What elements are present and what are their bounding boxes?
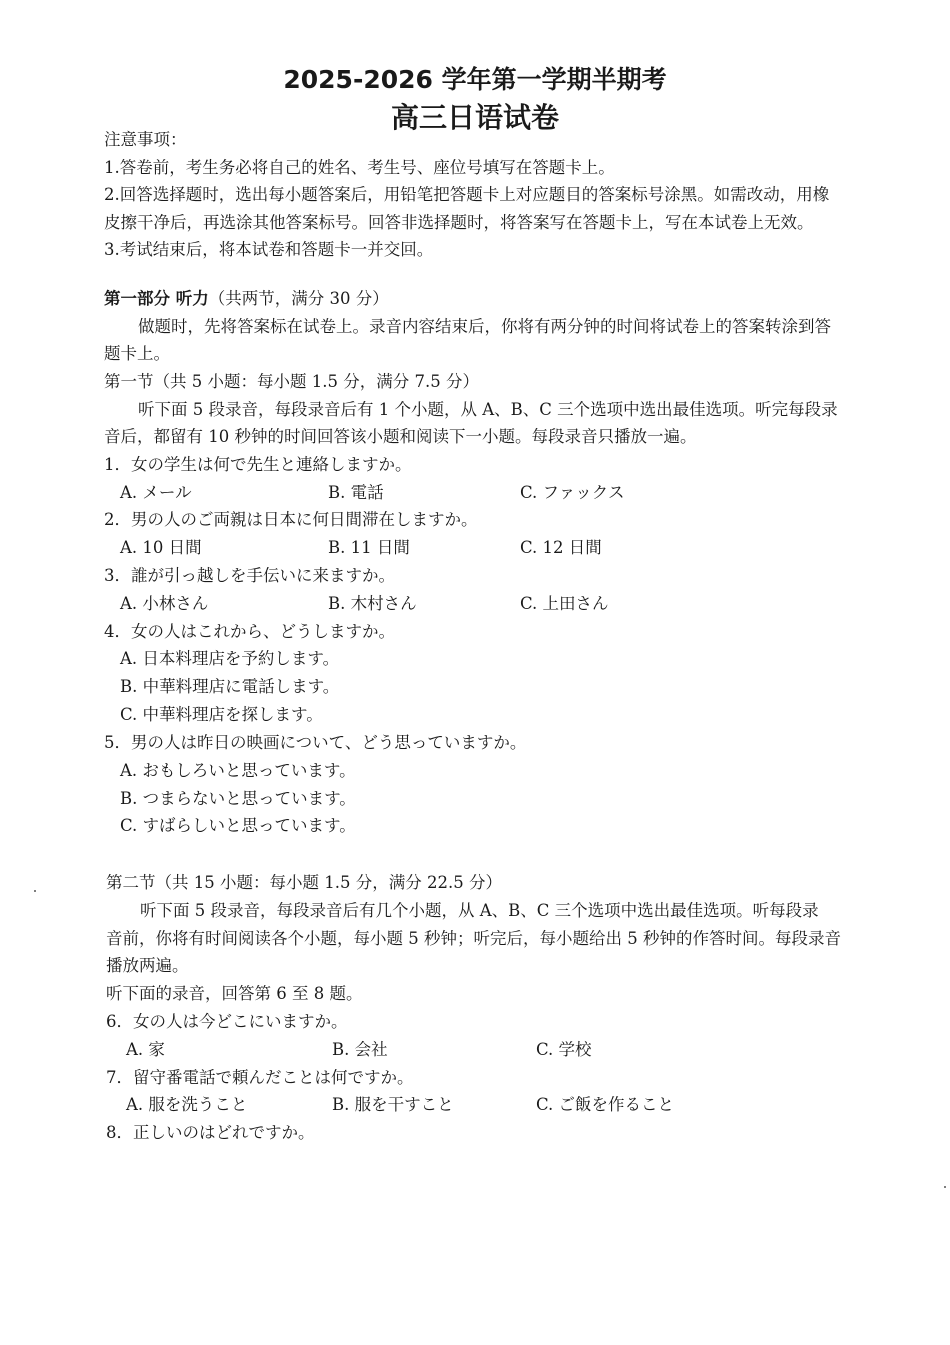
question-4-option-c: C. 中華料理店を探します。 <box>120 705 323 724</box>
question-3: 3．誰が引っ越しを手伝いに来ますか。 <box>104 566 395 585</box>
scan-speck <box>34 890 36 892</box>
section1-intro-2: 音后，都留有 10 秒钟的时间回答该小题和阅读下一小题。每段录音只播放一遍。 <box>104 427 697 446</box>
question-5-option-a: A. おもしろいと思っています。 <box>120 761 356 780</box>
question-3-option-b: B. 木村さん <box>328 594 417 613</box>
notes-line-2: 2.回答选择题时，选出每小题答案后，用铅笔把答题卡上对应题目的答案标号涂黑。如需改动，用橡 <box>104 185 830 204</box>
section1-intro-1: 听下面 5 段录音，每段录音后有 1 个小题，从 A、B、C 三个选项中选出最佳选项。听完每段录 <box>138 400 838 419</box>
section1-heading: 第一节（共 5 小题：每小题 1.5 分，满分 7.5 分） <box>104 372 479 391</box>
scan-speck <box>944 1186 946 1188</box>
question-6-option-b: B. 会社 <box>332 1040 388 1059</box>
question-4-option-b: B. 中華料理店に電話します。 <box>120 677 340 696</box>
question-7-option-b: B. 服を干すこと <box>332 1095 454 1114</box>
notes-heading: 注意事项： <box>104 130 187 149</box>
question-1-option-a: A. メール <box>120 483 192 502</box>
question-5-option-c: C. すばらしいと思っています。 <box>120 816 356 835</box>
section2-intro-1: 听下面 5 段录音，每段录音后有几个小题，从 A、B、C 三个选项中选出最佳选项。听每段录 <box>140 901 819 920</box>
question-7: 7．留守番電話で頼んだことは何ですか。 <box>106 1068 414 1087</box>
part1-heading-rest: （共两节，满分 30 分） <box>208 289 389 308</box>
question-5: 5．男の人は昨日の映画について、どう思っていますか。 <box>104 733 527 752</box>
question-3-option-a: A. 小林さん <box>120 594 209 613</box>
question-7-option-a: A. 服を洗うこと <box>126 1095 248 1114</box>
section2-instruction: 听下面的录音，回答第 6 至 8 题。 <box>106 984 363 1003</box>
notes-line-4: 3.考试结束后，将本试卷和答题卡一并交回。 <box>104 240 434 259</box>
part1-heading-bold: 第一部分 听力 <box>104 289 209 308</box>
part1-heading <box>104 287 389 311</box>
notes-line-3: 皮擦干净后，再选涂其他答案标号。回答非选择题时，将答案写在答题卡上，写在本试卷上无效。 <box>104 213 814 232</box>
question-7-option-c: C. ご飯を作ること <box>536 1095 675 1114</box>
question-4-option-a: A. 日本料理店を予約します。 <box>120 649 340 668</box>
question-2: 2．男の人のご両親は日本に何日間滞在しますか。 <box>104 510 478 529</box>
exam-title-line1: 2025-2026 学年第一学期半期考 <box>283 65 667 94</box>
question-6-option-a: A. 家 <box>126 1040 165 1059</box>
section2-intro-3: 播放两遍。 <box>106 956 189 975</box>
part1-intro-1: 做题时，先将答案标在试卷上。录音内容结束后，你将有两分钟的时间将试卷上的答案转涂到答 <box>138 317 831 336</box>
question-2-option-b: B. 11 日間 <box>328 538 410 557</box>
notes-line-1: 1.答卷前，考生务必将自己的姓名、考生号、座位号填写在答题卡上。 <box>104 158 615 177</box>
question-1-option-c: C. ファックス <box>520 483 625 502</box>
question-5-option-b: B. つまらないと思っています。 <box>120 789 356 808</box>
question-6: 6．女の人は今どこにいますか。 <box>106 1012 348 1031</box>
question-4: 4．女の人はこれから、どうしますか。 <box>104 622 395 641</box>
question-2-option-c: C. 12 日間 <box>520 538 602 557</box>
question-3-option-c: C. 上田さん <box>520 594 609 613</box>
question-1: 1．女の学生は何で先生と連絡しますか。 <box>104 455 412 474</box>
part1-intro-2: 题卡上。 <box>104 344 170 363</box>
question-6-option-c: C. 学校 <box>536 1040 592 1059</box>
question-8: 8．正しいのはどれですか。 <box>106 1123 315 1142</box>
section2-intro-2: 音前，你将有时间阅读各个小题，每小题 5 秒钟；听完后，每小题给出 5 秒钟的作答时间。每段录音 <box>106 929 841 948</box>
exam-title-line2: 高三日语试卷 <box>390 101 559 134</box>
section2-heading: 第二节（共 15 小题：每小题 1.5 分，满分 22.5 分） <box>106 873 502 892</box>
question-2-option-a: A. 10 日間 <box>120 538 202 557</box>
question-1-option-b: B. 電話 <box>328 483 384 502</box>
